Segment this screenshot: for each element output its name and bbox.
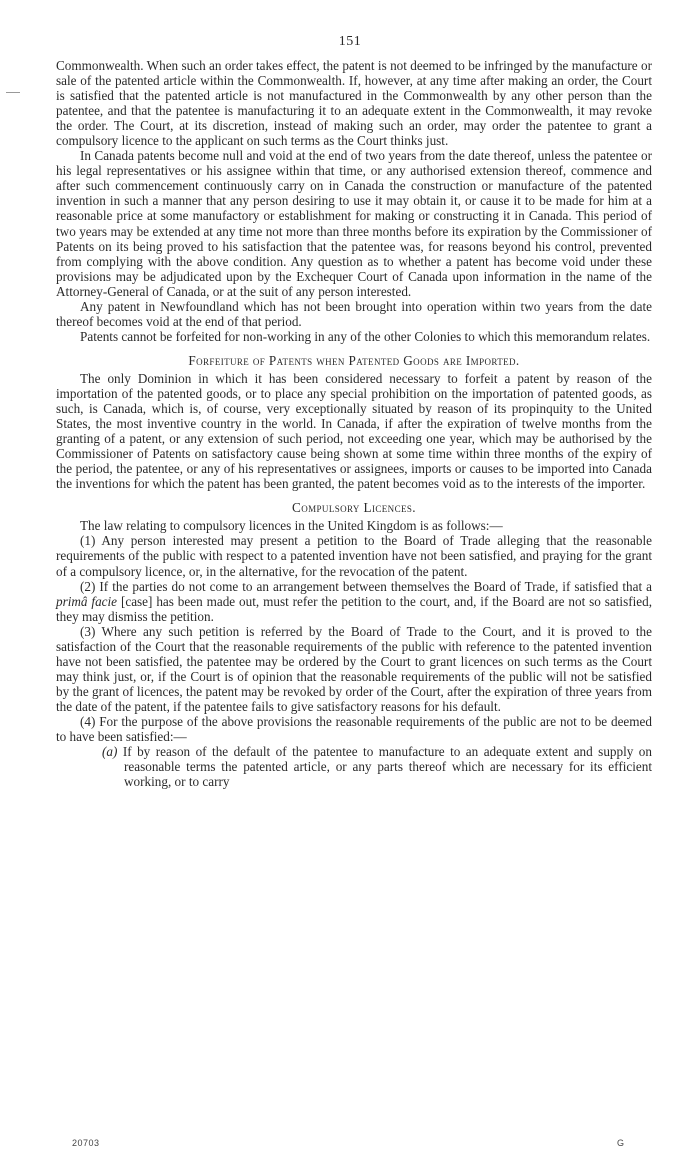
section-heading-forfeiture: Forfeiture of Patents when Patented Goods are Imported.: [188, 352, 520, 368]
signature-mark: G: [617, 1138, 625, 1148]
paragraph-law-intro: The law relating to compulsory licences in the United Kingdom is as follows:—: [80, 518, 503, 534]
paragraph-other-colonies: Patents cannot be forfeited for non-working in any of the other Colonies to which this memorandum relates.: [80, 328, 651, 344]
paragraph-clause-4: (4) For the purpose of the above provisions the reasonable requirements of the public are not to be deemed to have been satisfied:—: [56, 713, 652, 745]
clause-2-latin-term: primâ facie: [56, 593, 118, 609]
paragraph-clause-2: [56, 579, 652, 624]
page-number: 151: [338, 34, 362, 49]
subclause-a-text: If by reason of the default of the patentee to manufacture to an adequate extent and supply on reasonable terms the patented article, or any parts thereof which are necessary for its efficient working, or to carry: [117, 744, 652, 790]
paragraph-newfoundland: Any patent in Newfoundland which has not been brought into operation within two years from the date thereof becomes void at the end of that period.: [56, 298, 652, 329]
clause-2-text-end: [case] has been made out, must refer the petition to the court, and, if the Board are not so satisfied, they may dismiss the petition.: [56, 593, 653, 624]
paragraph-clause-1: (1) Any person interested may present a petition to the Board of Trade alleging that the reasonable requirements of the public with respect to a patented invention have not been satisfied, and praying for the grant of a compulsory licence, or, in the alternative, for the revocation of the patent.: [56, 533, 652, 579]
paragraph-commonwealth: Commonwealth. When such an order takes effect, the patent is not deemed to be infringed by the manufacture or sale of the patented article within the Commonwealth. If, however, at any time after making an order, the Court is satisfied that the patented article is not manufactured in the Commonwealth by any other person than the patentee, and that the patentee is manufacturing it to an adequate extent in the Commonwealth, it may revoke the order. The Court, at its discretion, instead of making such an order, may order the patentee to grant a compulsory licence to the applicant on such terms as the Court thinks just.: [56, 58, 652, 149]
section-heading-compulsory-licences: Compulsory Licences.: [292, 500, 416, 516]
margin-mark: [6, 92, 20, 93]
paragraph-canada: In Canada patents become null and void at the end of two years from the date thereof, unless the patentee or his legal representatives or his assignee within that time, or any authorised extension thereof, commence and after such commencement continuously carry on in Canada the construction or manufacture of the patented invention in such a manner that any person desiring to use it may obtain it, or cause it to be made for him at a reasonable price at some manufactory or establishment for making or constructing it in Canada. This period of two years may be extended at any time not more than three months before its expiration by the Commissioner of Patents on its being proved to his satisfaction that the patentee was, for reasons beyond his control, prevented from complying with the above condition. Any question as to whether a patent has become void under these provisions may be adjudicated upon by the Exchequer Court of Canada upon information in the name of the Attorney-General of Canada, or at the suit of any person interested.: [56, 148, 652, 299]
clause-2-text-start: (2) If the parties do not come to an arrangement between themselves the Board of Trade, if satisfied that a: [80, 578, 652, 594]
print-code: 20703: [72, 1138, 100, 1148]
paragraph-importation: The only Dominion in which it has been considered necessary to forfeit a patent by reason of the importation of the patented goods, or to place any special prohibition on the importation of patented goods, as such, is Canada, which is, of course, very exceptionally situated by reason of its propinquity to the United States, the most inventive country in the world. In Canada, if after the expiration of twelve months from the granting of a patent, or any extension of such period, not exceeding one year, which may be authorised by the Commissioner of Patents on satisfactory cause being shown at some time within three months of the expiry of the period, the patentee, or any of his representatives or assignees, imports or causes to be imported into Canada the inventions for which the patent has been granted, the patent becomes void as to the interests of the importer.: [56, 370, 652, 492]
paragraph-clause-3: (3) Where any such petition is referred by the Board of Trade to the Court, and it is proved to the satisfaction of the Court that the reasonable requirements of the public with reference to the patented invention have not been satisfied, the patentee may be ordered by the Court to grant licences on such terms as the Court may think just, or, if the Court is of opinion that the reasonable requirements of the public will not be satisfied by the grant of licences, the patent may be revoked by order of the Court, after the expiration of three years from the date of the patent, if the patentee fails to give satisfactory reasons for his default.: [56, 623, 652, 714]
paragraph-subclause-a: [102, 744, 652, 789]
document-body: [56, 58, 652, 789]
subclause-a-label: (a): [102, 744, 118, 760]
